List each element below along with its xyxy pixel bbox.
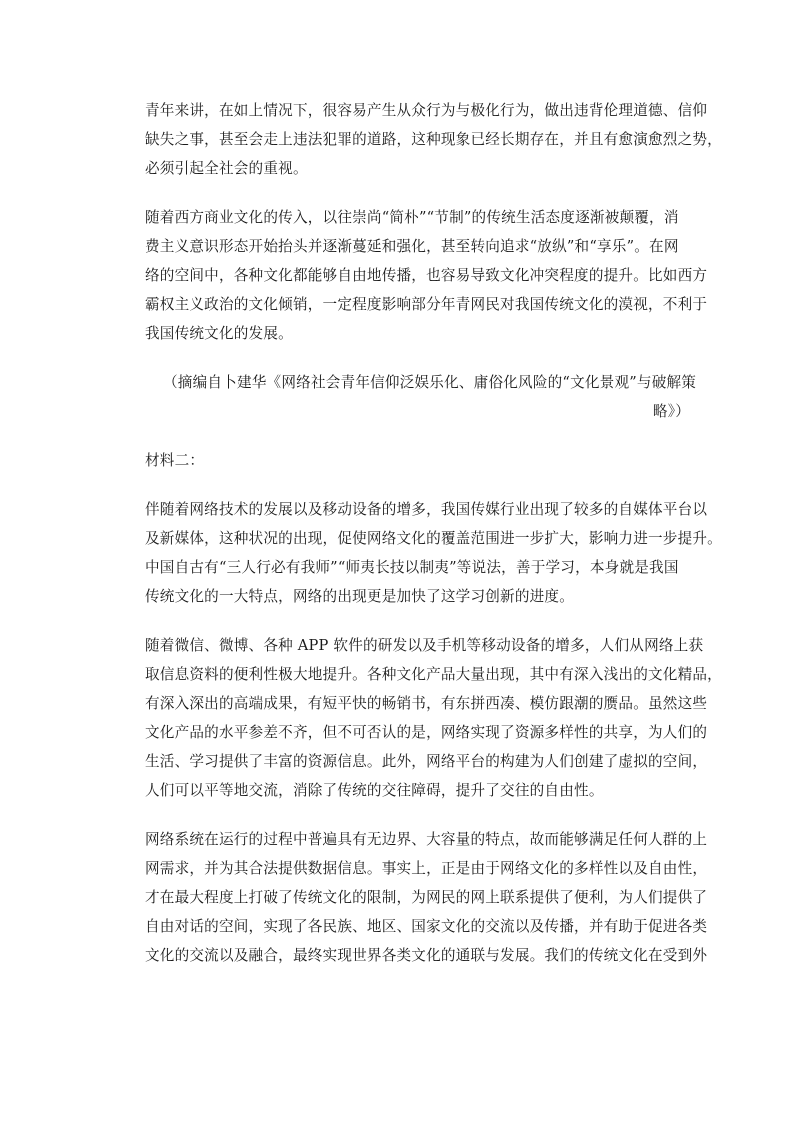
text-line: 随着微信、微博、各种 APP 软件的研发以及手机等移动设备的增多，人们从网络上获: [145, 637, 704, 654]
text-line: 才在最大程度上打破了传统文化的限制，为网民的网上联系提供了便利，为人们提供了: [145, 889, 708, 906]
text-line: 自由对话的空间，实现了各民族、地区、国家文化的交流以及传播，并有助于促进各类: [145, 918, 708, 935]
text-line: 人们可以平等地交流，消除了传统的交往障碍，提升了交往的自由性。: [145, 782, 604, 799]
text-line: 传统文化的一大特点，网络的出现更是加快了这学习创新的进度。: [145, 588, 575, 605]
paragraph-2: [145, 203, 708, 348]
text-line: 取信息资料的便利性极大地提升。各种文化产品大量出现，其中有深入浅出的文化精品，: [145, 666, 722, 683]
paragraph-4: [145, 631, 722, 805]
section-heading-material-2: 材料二：: [145, 452, 205, 469]
text-line: 青年来讲，在如上情况下，很容易产生从众行为与极化行为，做出违背伦理道德、信仰: [145, 102, 708, 119]
text-line: 费主义意识形态开始抬头并逐渐蔓延和强化，甚至转向追求“放纵”和“享乐”。在网: [145, 238, 679, 255]
text-line: 中国自古有“三人行必有我师”“师夷长技以制夷”等说法，善于学习，本身就是我国: [145, 559, 679, 576]
paragraph-5: [145, 825, 708, 970]
text-line: 络的空间中，各种文化都能够自由地传播，也容易导致文化冲突程度的提升。比如西方: [145, 267, 708, 284]
text-line: 随着西方商业文化的传入，以往崇尚“简朴”“节制”的传统生活态度逐渐被颠覆，消: [145, 209, 679, 226]
paragraph-1: [145, 96, 722, 183]
text-line: 及新媒体，这种状况的出现，促使网络文化的覆盖范围进一步扩大，影响力进一步提升。: [145, 530, 722, 547]
text-line: 有深入深出的高端成果，有短平快的畅销书，有东拼西凑、模仿跟潮的赝品。虽然这些: [145, 695, 708, 712]
text-line: 网需求，并为其合法提供数据信息。事实上，正是由于网络文化的多样性以及自由性，: [145, 860, 708, 877]
text-line: 必须引起全社会的重视。: [145, 160, 308, 177]
citation-line: （摘编自卜建华《网络社会青年信仰泛娱乐化、庸俗化风险的“文化景观”与破解策: [163, 374, 697, 391]
paragraph-3: [145, 495, 722, 611]
text-line: 伴随着网络技术的发展以及移动设备的增多，我国传媒行业出现了较多的自媒体平台以: [145, 501, 708, 518]
text-line: 缺失之事，甚至会走上违法犯罪的道路，这种现象已经长期存在，并且有愈演愈烈之势，: [145, 131, 722, 148]
text-line: 生活、学习提供了丰富的资源信息。此外，网络平台的构建为人们创建了虚拟的空间，: [145, 753, 708, 770]
citation-line: 略》）: [652, 403, 690, 420]
document-body: [145, 96, 722, 990]
text-line: 网络系统在运行的过程中普遍具有无边界、大容量的特点，故而能够满足任何人群的上: [145, 831, 708, 848]
text-line: 文化的交流以及融合，最终实现世界各类文化的通联与发展。我们的传统文化在受到外: [145, 947, 708, 964]
source-citation: [145, 368, 697, 426]
text-line: 霸权主义政治的文化倾销，一定程度影响部分年青网民对我国传统文化的漠视，不利于: [145, 296, 708, 313]
text-line: 我国传统文化的发展。: [145, 325, 293, 342]
text-line: 文化产品的水平参差不齐，但不可否认的是，网络实现了资源多样性的共享，为人们的: [145, 724, 708, 741]
